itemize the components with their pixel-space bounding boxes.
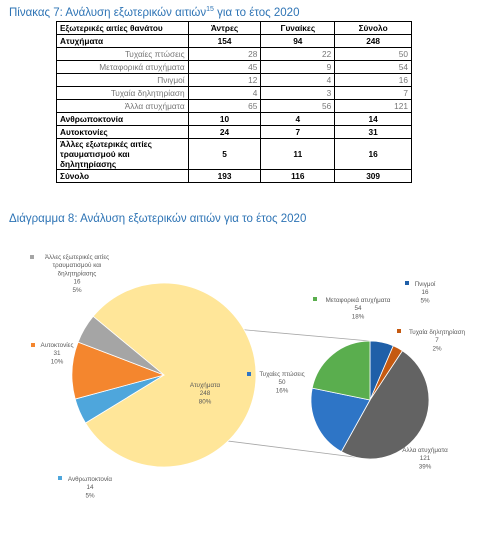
- data-label-main-0: Ατυχήματα 248 80%: [189, 382, 221, 406]
- legend-marker-main-0: [183, 383, 187, 387]
- cell-women: 56: [261, 100, 335, 113]
- table-row: [57, 113, 412, 126]
- row-label: Αυτοκτονίες: [57, 126, 189, 139]
- table-caption: Πίνακας 7: Ανάλυση εξωτερικών αιτιών$^{15}$ για το έτος 2020: [9, 6, 300, 19]
- cell-total: 121: [335, 100, 412, 113]
- table-row: [57, 170, 412, 183]
- header-cause: Εξωτερικές αιτίες θανάτου: [57, 22, 189, 35]
- data-label-main-2: Αυτοκτονίες 31 10%: [40, 342, 74, 366]
- data-label-breakdown-1: Τυχαία δηλητηρίαση 7 2%: [409, 329, 465, 353]
- cell-total: 16: [335, 74, 412, 87]
- cell-women: 9: [261, 61, 335, 74]
- legend-marker-main-3: [30, 255, 34, 259]
- cell-women: 11: [261, 139, 335, 170]
- header-women: Γυναίκες: [261, 22, 335, 35]
- row-label: Πνιγμοί: [57, 74, 189, 87]
- legend-marker-breakdown-3: [247, 372, 251, 376]
- table-row: [57, 139, 412, 170]
- table-row: [57, 87, 412, 100]
- row-label: Ατυχήματα: [57, 35, 189, 48]
- row-label: Σύνολο: [57, 170, 189, 183]
- legend-marker-main-1: [58, 476, 62, 480]
- row-label: Άλλα ατυχήματα: [57, 100, 189, 113]
- cell-total: 54: [335, 61, 412, 74]
- cell-men: 5: [188, 139, 261, 170]
- cell-women: 3: [261, 87, 335, 100]
- legend-marker-breakdown-1: [397, 329, 401, 333]
- legend-marker-breakdown-2: [388, 447, 392, 451]
- table-row: [57, 35, 412, 48]
- header-men: Άντρες: [188, 22, 261, 35]
- cell-men: 4: [188, 87, 261, 100]
- cell-women: 7: [261, 126, 335, 139]
- table-row: [57, 126, 412, 139]
- chart-caption: Διάγραμμα 8: Ανάλυση εξωτερικών αιτιών για το έτος 2020: [9, 213, 307, 225]
- cell-total: 14: [335, 113, 412, 126]
- pie-of-pie-chart: [0, 240, 493, 540]
- cell-men: 45: [188, 61, 261, 74]
- legend-marker-main-2: [31, 343, 35, 347]
- cell-total: 31: [335, 126, 412, 139]
- row-label: Τυχαίες πτώσεις: [57, 48, 189, 61]
- table-row: [57, 48, 412, 61]
- cell-men: 28: [188, 48, 261, 61]
- cell-women: 4: [261, 113, 335, 126]
- header-total: Σύνολο: [335, 22, 412, 35]
- external-causes-table: [56, 21, 412, 183]
- data-label-breakdown-3: Τυχαίες πτώσεις 50 16%: [259, 371, 305, 395]
- cell-total: 309: [335, 170, 412, 183]
- table-row: [57, 74, 412, 87]
- row-label: Ανθρωποκτονία: [57, 113, 189, 126]
- table-row: [57, 100, 412, 113]
- data-label-breakdown-2: Άλλα ατυχήματα 121 39%: [402, 447, 448, 471]
- data-label-main-1: Ανθρωποκτονία 14 5%: [67, 476, 113, 500]
- legend-marker-breakdown-0: [405, 281, 409, 285]
- table-row: [57, 61, 412, 74]
- cell-women: 4: [261, 74, 335, 87]
- cell-women: 22: [261, 48, 335, 61]
- data-label-breakdown-4: Μεταφορικά ατυχήματα 54 18%: [325, 297, 391, 321]
- cell-men: 193: [188, 170, 261, 183]
- cell-men: 10: [188, 113, 261, 126]
- row-label: Τυχαία δηλητηρίαση: [57, 87, 189, 100]
- cell-total: 7: [335, 87, 412, 100]
- data-label-main-3: Άλλες εξωτερικές αιτίες τραυματισμού και δηλητηρίασης 16 5%: [44, 254, 110, 294]
- cell-women: 116: [261, 170, 335, 183]
- row-label: Άλλες εξωτερικές αιτίες τραυματισμού και δηλητηρίασης: [57, 139, 189, 170]
- cell-total: 16: [335, 139, 412, 170]
- cell-men: 65: [188, 100, 261, 113]
- cell-total: 248: [335, 35, 412, 48]
- cell-men: 12: [188, 74, 261, 87]
- cell-total: 50: [335, 48, 412, 61]
- row-label: Μεταφορικά ατυχήματα: [57, 61, 189, 74]
- data-label-breakdown-0: Πνιγμοί 16 5%: [414, 281, 436, 305]
- legend-marker-breakdown-4: [313, 297, 317, 301]
- table-header-row: [57, 22, 412, 35]
- cell-men: 24: [188, 126, 261, 139]
- cell-women: 94: [261, 35, 335, 48]
- cell-men: 154: [188, 35, 261, 48]
